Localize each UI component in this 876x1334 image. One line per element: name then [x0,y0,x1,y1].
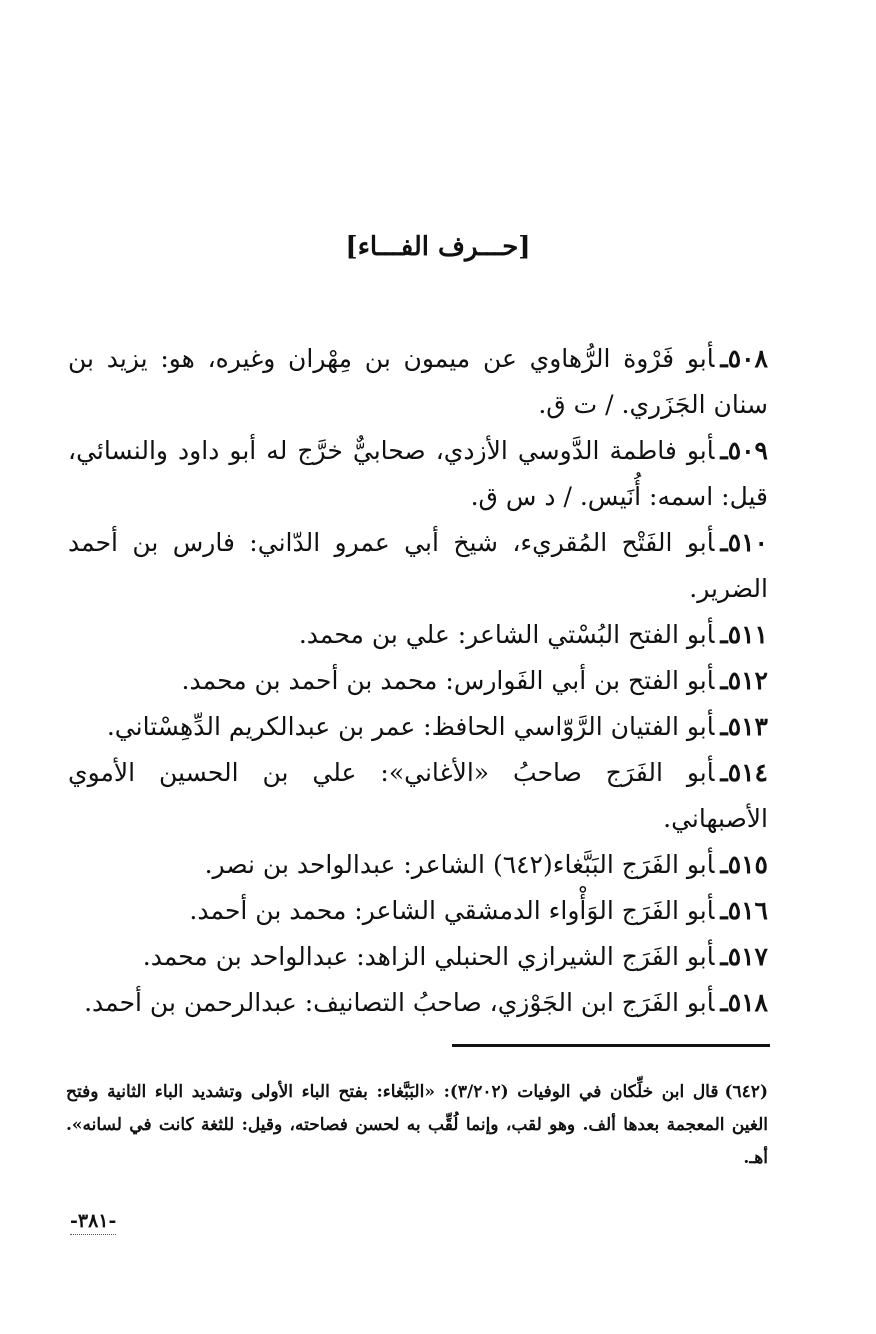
entry-text: أبو الفَرَج ابن الجَوْزي، صاحبُ التصانيف: عبدالرحمن بن أحمد. [84,988,715,1017]
footnote [66,1076,768,1175]
list-item: ٥١٨ـأبو الفَرَج ابن الجَوْزي، صاحبُ التصانيف: عبدالرحمن بن أحمد. [84,988,768,1017]
footnote-mark: (٦٤٢) [724,1082,768,1102]
entry-text: أبو فَرْوة الرُّهاوي عن ميمون بن مِهْران وغيره، هو: يزيد بن سنان الجَزَري. / ت ق. [68,344,768,419]
entries-list [68,336,768,1026]
entry-number: ٥٠٩ [727,436,768,465]
entry-text: أبو الفَرَج البَبَّغاء(٦٤٢) الشاعر: عبدالواحد بن نصر. [204,850,715,879]
entry-text: أبو الفَرَج الوَأْواء الدمشقي الشاعر: محمد بن أحمد. [189,896,715,925]
entry-number: ٥١٦ [727,896,768,925]
list-item: ٥٠٩ـأبو فاطمة الدَّوسي الأزدي، صحابيٌّ خرَّج له أبو داود والنسائي، قيل: اسمه: أُنَيس. / د س ق. [68,436,768,511]
list-item: ٥١١ـأبو الفتح البُسْتي الشاعر: علي بن محمد. [298,620,768,649]
page-number: -٣٨١- [70,1210,116,1235]
list-item: ٥١٧ـأبو الفَرَج الشيرازي الحنبلي الزاهد: عبدالواحد بن محمد. [142,942,768,971]
entry-text: أبو الفَتْح المُقريء، شيخ أبي عمرو الدّاني: فارس بن أحمد الضرير. [68,528,768,603]
entry-number: ٥١٨ [727,988,768,1017]
entry-text: أبو الفَرَج صاحبُ «الأغاني»: علي بن الحسين الأموي الأصبهاني. [68,758,768,833]
list-item: ٥١٣ـأبو الفتيان الرَّوّاسي الحافظ: عمر بن عبدالكريم الدِّهِسْتاني. [106,712,768,741]
entry-text: أبو الفَرَج الشيرازي الحنبلي الزاهد: عبدالواحد بن محمد. [142,942,715,971]
list-item: ٥١٠ـأبو الفَتْح المُقريء، شيخ أبي عمرو الدّاني: فارس بن أحمد الضرير. [68,528,768,603]
list-item: ٥٠٨ـأبو فَرْوة الرُّهاوي عن ميمون بن مِهْران وغيره، هو: يزيد بن سنان الجَزَري. / ت ق. [68,344,768,419]
entry-text: أبو الفتح بن أبي الفَوارس: محمد بن أحمد بن محمد. [181,666,715,695]
entry-number: ٥١٤ [727,758,768,787]
entry-number: ٥٠٨ [727,344,768,373]
footnote-text: قال ابن خلِّكان في الوفيات (٣/٢٠٢): «البَبَّغاء: بفتح الباء الأولى وتشديد الباء الثانية وفتح الغين المعجمة بعدها ألف. وهو لقب، وإنما لُقِّب به لحسن فصاحته، وقيل: للثغة كانت في لسانه». أهـ. [66,1082,768,1168]
list-item: ٥١٥ـأبو الفَرَج البَبَّغاء(٦٤٢) الشاعر: عبدالواحد بن نصر. [204,850,768,879]
entry-number: ٥١٧ [727,942,768,971]
entry-text: أبو الفتيان الرَّوّاسي الحافظ: عمر بن عبدالكريم الدِّهِسْتاني. [106,712,715,741]
entry-text: أبو فاطمة الدَّوسي الأزدي، صحابيٌّ خرَّج له أبو داود والنسائي، قيل: اسمه: أُنَيس. / د س ق. [68,436,768,511]
list-item: ٥١٢ـأبو الفتح بن أبي الفَوارس: محمد بن أحمد بن محمد. [181,666,768,695]
entry-number: ٥١٠ [727,528,768,557]
entry-number: ٥١١ [727,620,768,649]
entry-text: أبو الفتح البُسْتي الشاعر: علي بن محمد. [298,620,715,649]
entry-number: ٥١٣ [727,712,768,741]
entry-number: ٥١٥ [727,850,768,879]
entry-number: ٥١٢ [727,666,768,695]
list-item: ٥١٤ـأبو الفَرَج صاحبُ «الأغاني»: علي بن الحسين الأموي الأصبهاني. [68,758,768,833]
list-item: ٥١٦ـأبو الفَرَج الوَأْواء الدمشقي الشاعر: محمد بن أحمد. [189,896,768,925]
section-heading: [حـــرف الفـــاء] [345,232,531,262]
footnote-divider [452,1044,770,1047]
